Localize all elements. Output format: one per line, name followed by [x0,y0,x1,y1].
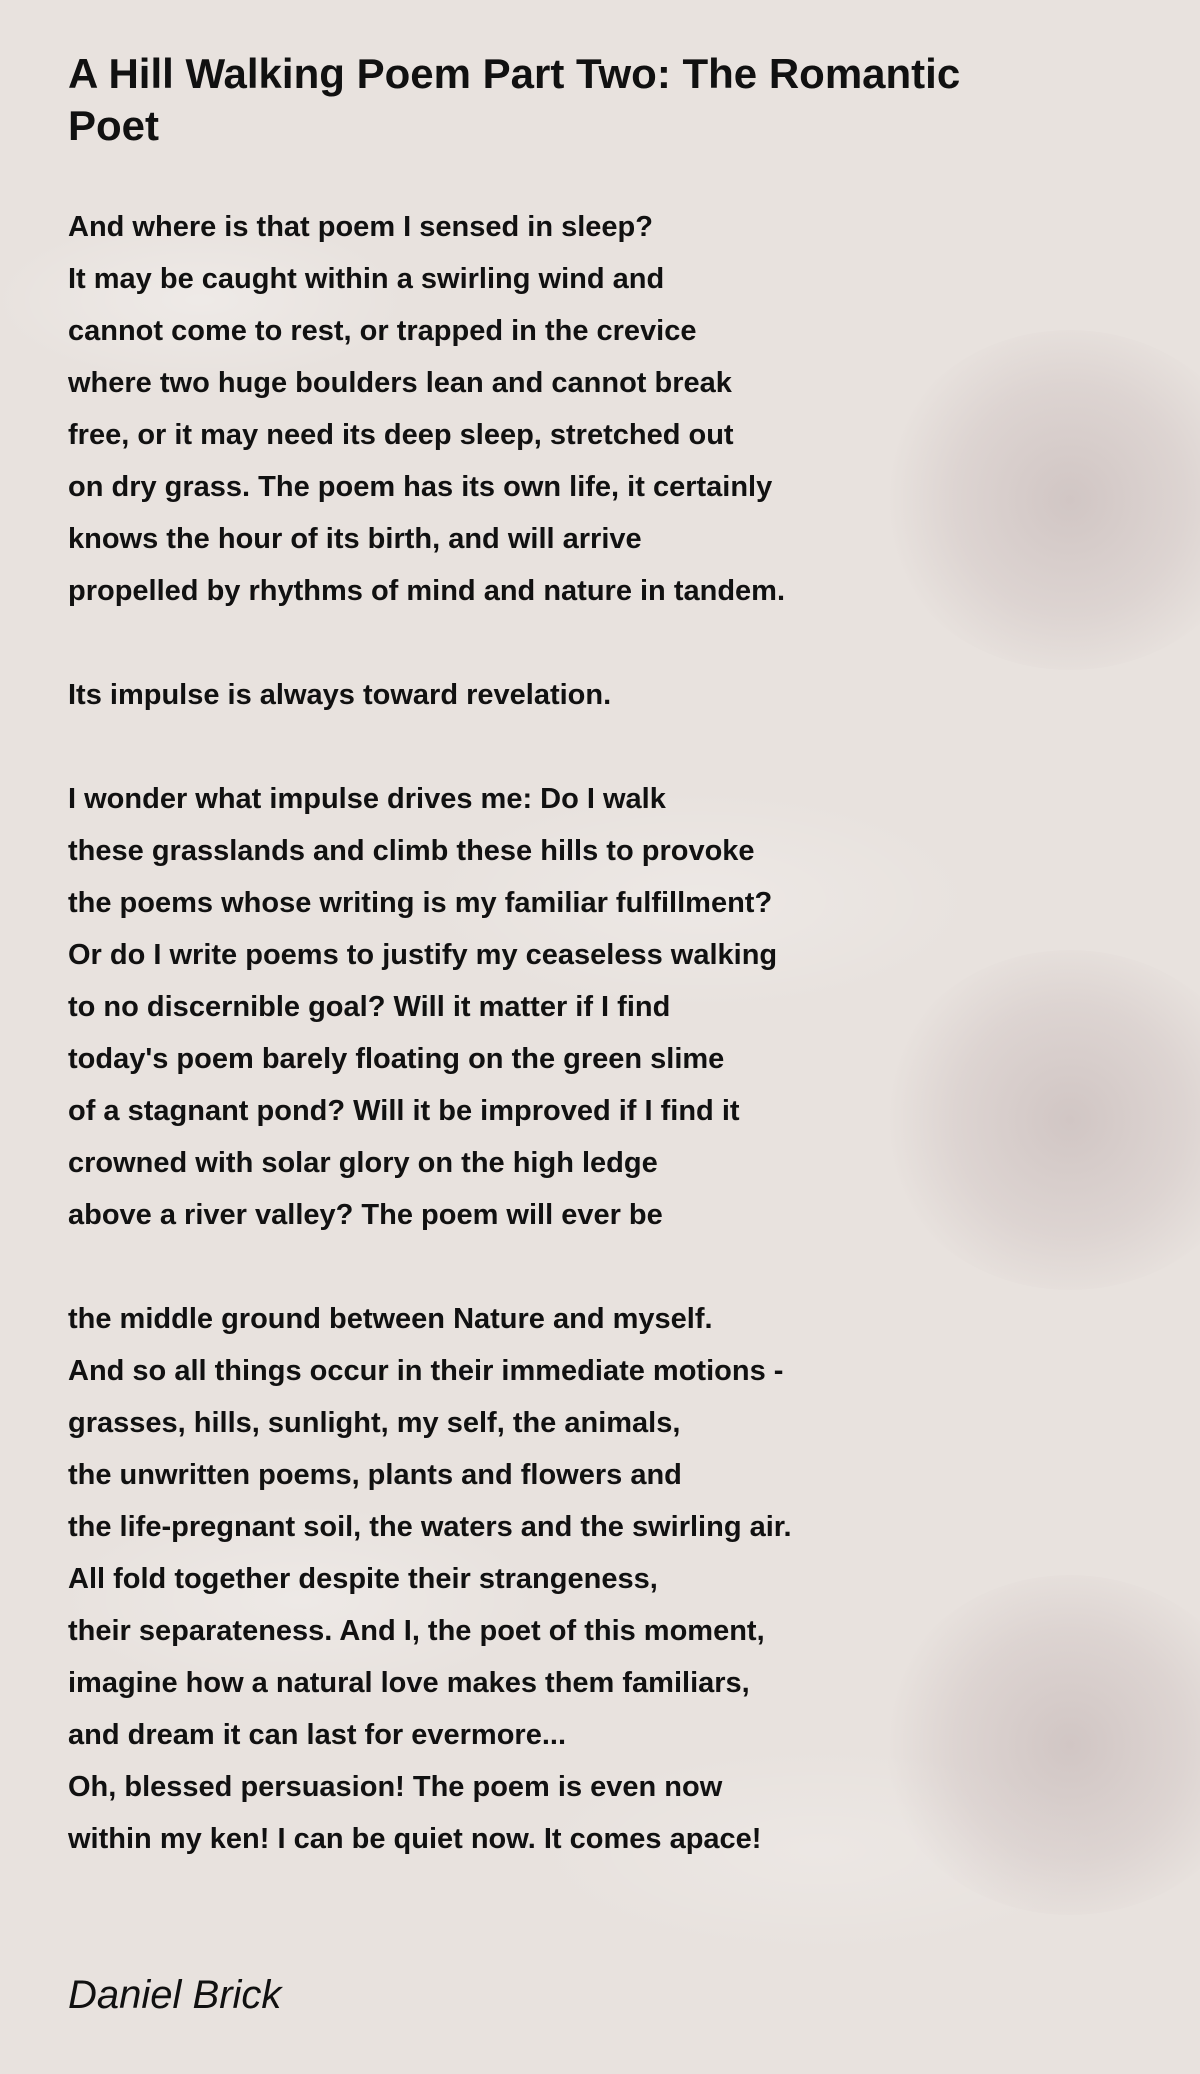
poem-line: grasses, hills, sunlight, my self, the animals, [68,1407,681,1439]
poem-line: It may be caught within a swirling wind and [68,263,665,295]
poem-line: knows the hour of its birth, and will arrive [68,523,642,555]
poem-title: A Hill Walking Poem Part Two: The Romantic Poet [68,50,961,149]
poem-line: the life-pregnant soil, the waters and the swirling air. [68,1511,792,1543]
poem-line: All fold together despite their strangeness, [68,1563,658,1595]
poem-line: Or do I write poems to justify my ceaseless walking [68,939,778,971]
poem-line: the poems whose writing is my familiar fulfillment? [68,887,773,919]
poem-line: and dream it can last for evermore... [68,1719,567,1751]
stanza-break [68,721,1068,773]
poem-line: free, or it may need its deep sleep, stretched out [68,419,734,451]
poem-line: the middle ground between Nature and myself. [68,1303,713,1335]
poem-line: where two huge boulders lean and cannot break [68,367,732,399]
poem-author: Daniel Brick [68,1973,282,2017]
poem-line: these grasslands and climb these hills to provoke [68,835,755,867]
stanza-break [68,1241,1068,1293]
poem-line: propelled by rhythms of mind and nature in tandem. [68,575,786,607]
poem-line: And so all things occur in their immediate motions - [68,1355,784,1387]
poem-line: their separateness. And I, the poet of this moment, [68,1615,765,1647]
poem-line: Oh, blessed persuasion! The poem is even now [68,1771,723,1803]
poem-line: to no discernible goal? Will it matter if I find [68,991,671,1023]
poem-line: And where is that poem I sensed in sleep? [68,211,653,243]
poem-line: crowned with solar glory on the high ledge [68,1147,658,1179]
poem-card [68,48,1068,1865]
poem-line: cannot come to rest, or trapped in the crevice [68,315,697,347]
poem-line: above a river valley? The poem will ever be [68,1199,663,1231]
stanza-break [68,617,1068,669]
poem-line: the unwritten poems, plants and flowers and [68,1459,682,1491]
poem-line: of a stagnant pond? Will it be improved if I find it [68,1095,740,1127]
poem-line: within my ken! I can be quiet now. It comes apace! [68,1823,762,1855]
poem-line: on dry grass. The poem has its own life, it certainly [68,471,773,503]
poem-line: Its impulse is always toward revelation. [68,679,612,711]
poem-line: today's poem barely floating on the green slime [68,1043,725,1075]
poem-line: imagine how a natural love makes them familiars, [68,1667,750,1699]
poem-line: I wonder what impulse drives me: Do I walk [68,783,666,815]
poem-body [68,201,1068,1865]
